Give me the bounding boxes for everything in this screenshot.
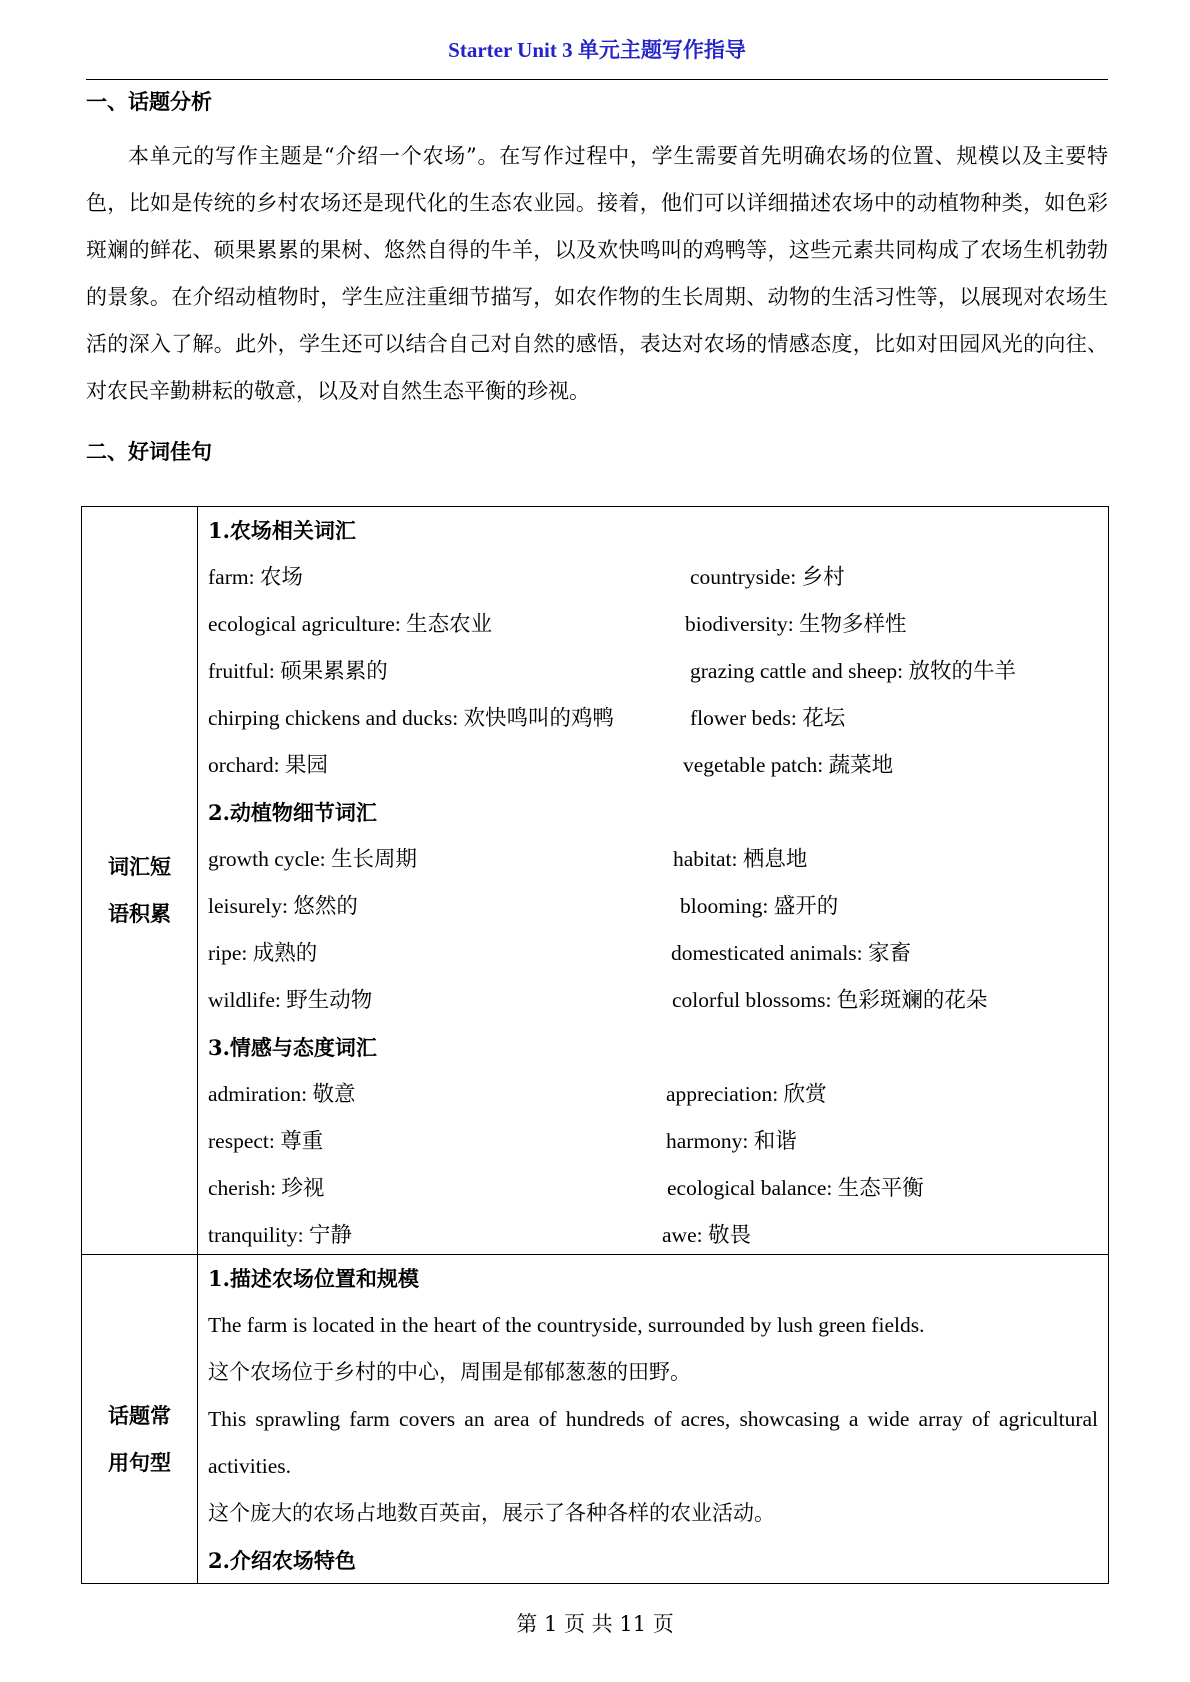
vocab-right: blooming: 盛开的 — [680, 894, 839, 918]
vocab-pair — [208, 742, 1098, 789]
sentence-chinese: 这个农场位于乡村的中心，周围是郁郁葱葱的田野。 — [208, 1360, 691, 1384]
vocab-pair — [208, 1165, 1098, 1212]
vocab-right: grazing cattle and sheep: 放牧的牛羊 — [690, 659, 1016, 683]
page-header-title: Starter Unit 3 单元主题写作指导 — [448, 38, 746, 62]
vocab-right: awe: 敬畏 — [662, 1223, 751, 1247]
vocab-pair — [208, 554, 1098, 601]
vocabulary-table — [81, 506, 1109, 1584]
sentence-english: This sprawling farm covers an area of hundreds of acres, showcasing a wide array of agricultural activities. — [208, 1407, 1098, 1478]
vocab-right: ecological balance: 生态平衡 — [667, 1176, 924, 1200]
vocab-pair — [208, 977, 1098, 1024]
vocab-right: harmony: 和谐 — [666, 1129, 797, 1153]
vocab-group-heading: 1.农场相关词汇 — [208, 518, 356, 543]
vocab-pair — [208, 883, 1098, 930]
vocab-right: domesticated animals: 家畜 — [671, 941, 912, 965]
sentences-label-line1: 话题常 — [108, 1403, 171, 1428]
page-footer: 第 1 页 共 11 页 — [516, 1612, 674, 1636]
vocab-left: farm: 农场 — [208, 565, 303, 589]
vocab-pair — [208, 1071, 1098, 1118]
vocab-left: cherish: 珍视 — [208, 1176, 325, 1200]
vocab-right: colorful blossoms: 色彩斑斓的花朵 — [672, 988, 988, 1012]
vocab-right: habitat: 栖息地 — [673, 847, 808, 871]
vocab-pair — [208, 1212, 1098, 1259]
vocab-left: growth cycle: 生长周期 — [208, 847, 417, 871]
vocab-pair — [208, 601, 1098, 648]
vocab-left: respect: 尊重 — [208, 1129, 324, 1153]
vocab-left: wildlife: 野生动物 — [208, 988, 373, 1012]
sentences-row-label — [82, 1392, 197, 1486]
vocab-right: biodiversity: 生物多样性 — [685, 612, 907, 636]
vocab-row-label — [82, 843, 197, 937]
vocab-left: ripe: 成熟的 — [208, 941, 318, 965]
sentence-group-heading: 1.描述农场位置和规模 — [208, 1266, 419, 1291]
vocab-left: ecological agriculture: 生态农业 — [208, 612, 493, 636]
vocab-right: appreciation: 欣赏 — [666, 1082, 827, 1106]
vocab-group-heading: 3.情感与态度词汇 — [208, 1035, 377, 1060]
vocab-left: tranquility: 宁静 — [208, 1223, 352, 1247]
sentence-group-heading: 2.介绍农场特色 — [208, 1548, 356, 1573]
vocab-left: orchard: 果园 — [208, 753, 329, 777]
vocab-label-line1: 词汇短 — [108, 854, 171, 879]
vocab-content — [208, 507, 1098, 1259]
vocab-pair — [208, 695, 1098, 742]
sentence-chinese: 这个庞大的农场占地数百英亩，展示了各种各样的农业活动。 — [208, 1501, 775, 1525]
vocab-pair — [208, 930, 1098, 977]
sentence-english: The farm is located in the heart of the countryside, surrounded by lush green fields. — [208, 1313, 925, 1337]
header-rule — [86, 79, 1108, 80]
vocab-label-line2: 语积累 — [108, 901, 171, 926]
table-column-divider — [197, 507, 198, 1583]
vocab-left: fruitful: 硕果累累的 — [208, 659, 388, 683]
vocab-right: vegetable patch: 蔬菜地 — [683, 753, 894, 777]
vocab-left: leisurely: 悠然的 — [208, 894, 358, 918]
vocab-pair — [208, 648, 1098, 695]
vocab-group-heading: 2.动植物细节词汇 — [208, 800, 377, 825]
vocab-pair — [208, 836, 1098, 883]
vocab-right: flower beds: 花坛 — [690, 706, 846, 730]
vocab-left: chirping chickens and ducks: 欢快鸣叫的鸡鸭 — [208, 706, 615, 730]
vocab-pair — [208, 1118, 1098, 1165]
sentences-content — [208, 1255, 1098, 1584]
section-topic-analysis-title: 一、话题分析 — [86, 89, 212, 114]
sentences-label-line2: 用句型 — [108, 1450, 171, 1475]
vocab-left: admiration: 敬意 — [208, 1082, 356, 1106]
topic-analysis-paragraph: 本单元的写作主题是“介绍一个农场”。在写作过程中，学生需要首先明确农场的位置、规模以及主要特色，比如是传统的乡村农场还是现代化的生态农业园。接着，他们可以详细描述农场中的动植物种类，如色彩斑斓的鲜花、硕果累累的果树、悠然自得的牛羊，以及欢快鸣叫的鸡鸭等，这些元素共同构成了农场生机勃勃的景象。在介绍动植物时，学生应注重细节描写，如农作物的生长周期、动物的生活习性等，以展现对农场生活的深入了解。此外，学生还可以结合自己对自然的感悟，表达对农场的情感态度，比如对田园风光的向往、对农民辛勤耕耘的敬意，以及对自然生态平衡的珍视。 — [86, 144, 1108, 403]
vocab-right: countryside: 乡村 — [690, 565, 845, 589]
section-good-words-title: 二、好词佳句 — [86, 439, 212, 464]
